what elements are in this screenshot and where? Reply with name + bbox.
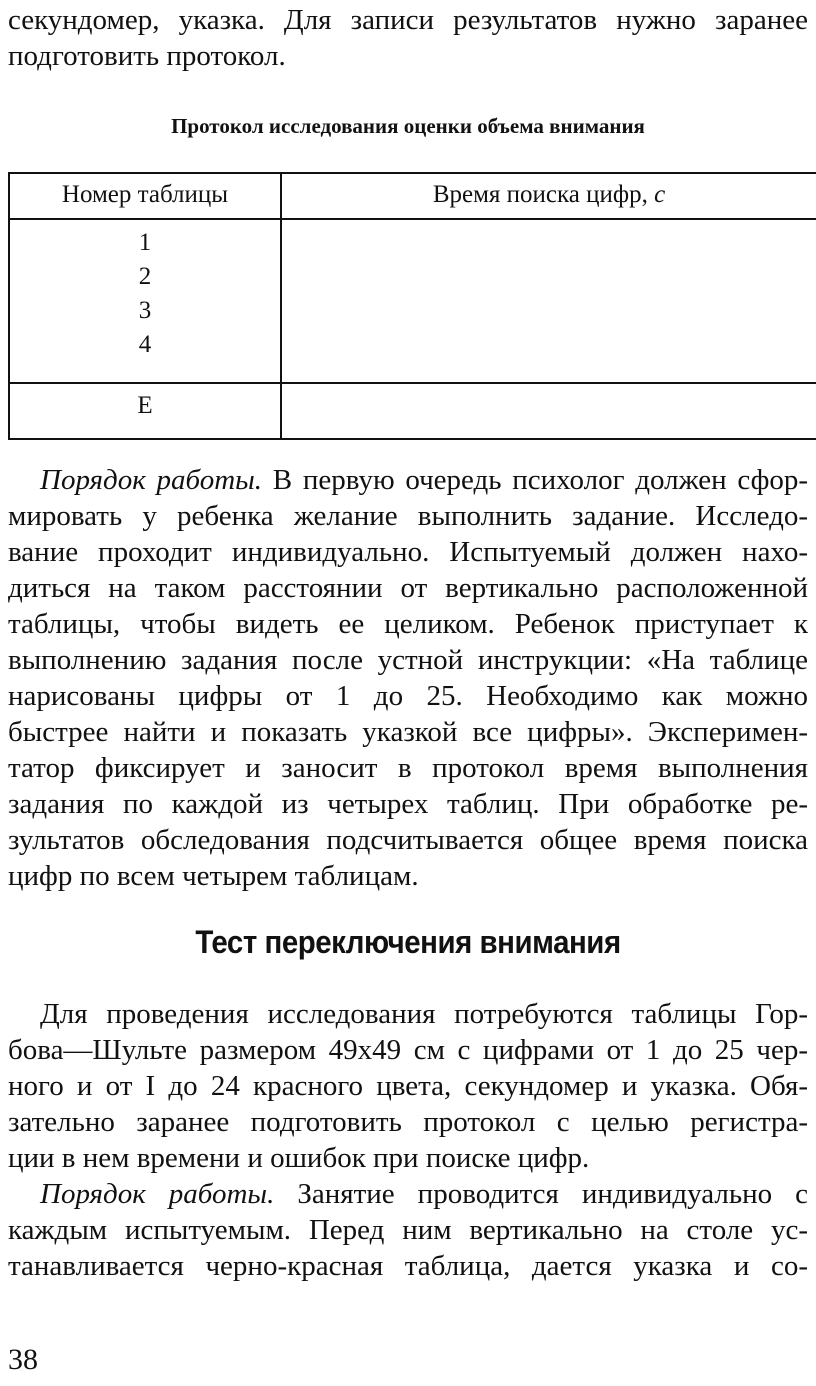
sum-label: Е <box>9 383 281 439</box>
table-number: 1 <box>138 229 152 256</box>
table-number: 3 <box>138 297 152 324</box>
paragraph-text: Занятие проводится индивидуально с <box>297 1178 808 1210</box>
paragraph-line <box>40 462 808 498</box>
paragraph-line: Для проведения исследования потребуются таблицы Гор- <box>40 998 808 1030</box>
paragraph-line: вание проходит индивидуально. Испытуемый должен нахо- <box>8 536 808 568</box>
table-sum-row <box>9 383 816 439</box>
text-line: секундомер, указка. Для записи результатов нужно заранее <box>8 4 808 36</box>
paragraph-line: мировать у ребенка желание выполнить задание. Исследо- <box>8 500 808 532</box>
paragraph-line: ции в нем времени и ошибок при поиске цифр. <box>8 1142 590 1174</box>
paragraph-line: зательно заранее подготовить протокол с целью регистра- <box>8 1106 808 1138</box>
paragraph-line: танавливается черно-красная таблица, дается указка и со- <box>8 1250 808 1282</box>
paragraph-line: таблицы, чтобы видеть ее целиком. Ребенок приступает к <box>8 608 808 640</box>
paragraph-line: задания по каждой из четырех таблиц. При обработке ре- <box>8 788 808 820</box>
protocol-title: Протокол исследования оценки объема внимания <box>171 114 645 138</box>
table-row <box>9 219 816 383</box>
page-number: 38 <box>8 1343 38 1376</box>
paragraph-line: татор фиксирует и заносит в протокол время выполнения <box>8 752 808 784</box>
protocol-table <box>8 172 816 440</box>
paragraph-line: нарисованы цифры от 1 до 25. Необходимо как можно <box>8 680 808 712</box>
header-search-time-unit: с <box>654 181 666 208</box>
time-cell-empty <box>281 219 816 383</box>
paragraph-text: В первую очередь психолог должен сфор- <box>272 464 809 496</box>
header-search-time-text: Время поиска цифр, <box>432 181 648 208</box>
header-search-time <box>281 173 816 219</box>
paragraph-line: каждым испытуемым. Перед ним вертикально на столе ус- <box>8 1214 808 1246</box>
sum-time-cell-empty <box>281 383 816 439</box>
header-table-number: Номер таблицы <box>9 173 281 219</box>
paragraph-lead: Порядок работы. <box>40 464 263 496</box>
table-number: 4 <box>138 331 152 358</box>
paragraph-line: диться на таком расстоянии от вертикально расположенной <box>8 572 808 604</box>
table-number: 2 <box>138 263 152 290</box>
section-heading: Тест переключения внимания <box>195 924 621 960</box>
paragraph-lead: Порядок работы. <box>40 1178 275 1210</box>
paragraph-line: ного и от I до 24 красного цвета, секундомер и указка. Обя- <box>8 1070 808 1102</box>
text-line: подготовить протокол. <box>8 40 286 72</box>
paragraph-line <box>40 1176 808 1212</box>
paragraph-line: быстрее найти и показать указкой все цифры». Эксперимен- <box>8 716 808 748</box>
paragraph-line: зультатов обследования подсчитывается общее время поиска <box>8 824 808 856</box>
paragraph-line: бова—Шульте размером 49x49 см с цифрами от 1 до 25 чер- <box>8 1034 808 1066</box>
paragraph-line: выполнению задания после устной инструкции: «На таблице <box>8 644 808 676</box>
table-numbers-cell <box>9 219 281 383</box>
table-header-row <box>9 173 816 219</box>
paragraph-line: цифр по всем четырем таблицам. <box>8 860 419 892</box>
